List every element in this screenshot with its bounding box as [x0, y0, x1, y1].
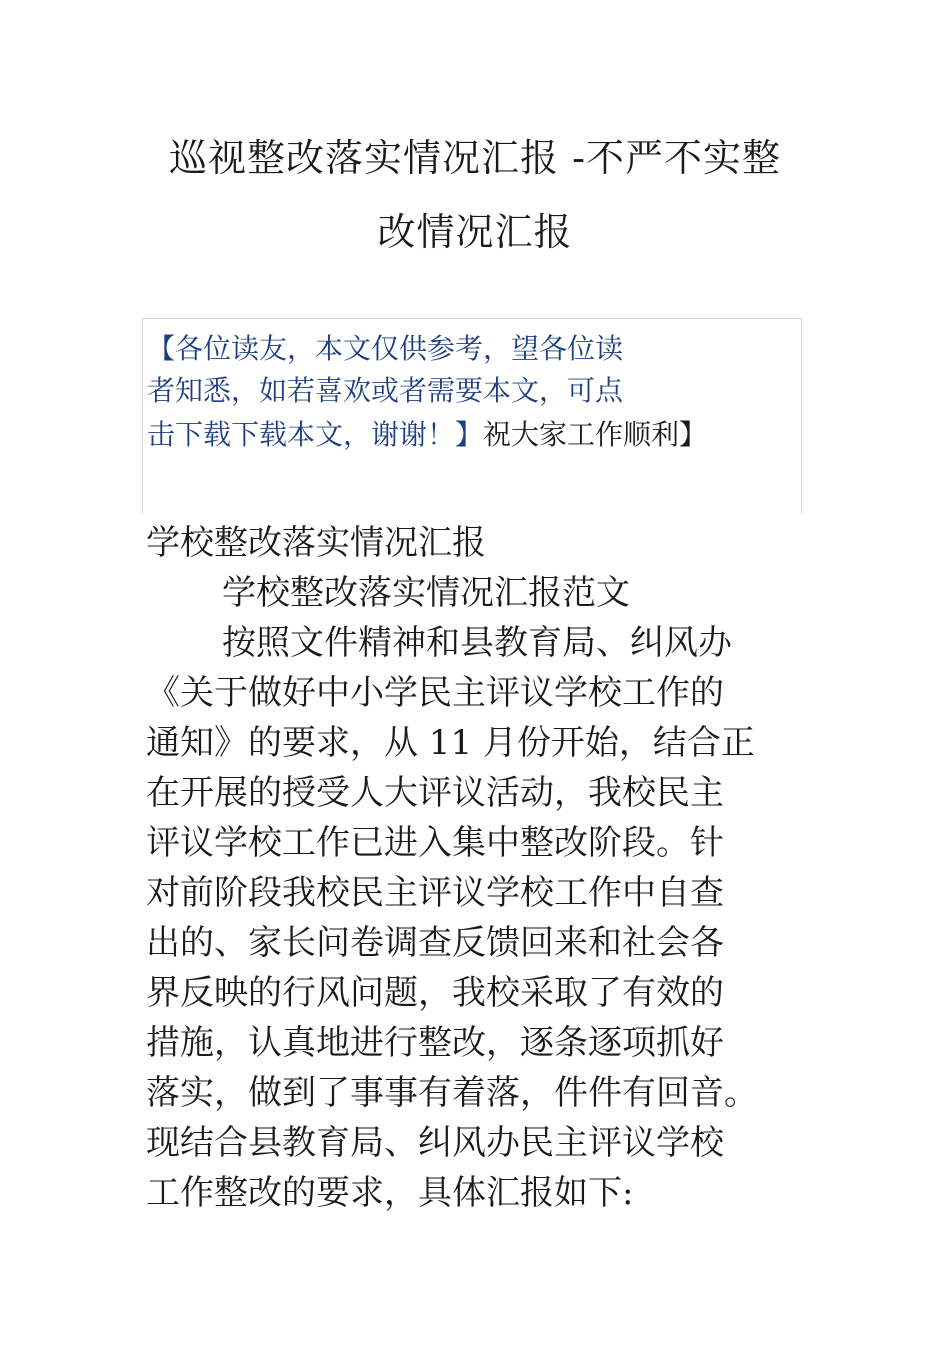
paragraph-line: 工作整改的要求，具体汇报如下: — [146, 1173, 634, 1213]
document-title-line-2: 改情况汇报 — [377, 210, 573, 254]
paragraph-line: 《关于做好中小学民主评议学校工作的 — [146, 673, 724, 713]
notice-line-3-main: 击下载下载本文，谢谢！】 — [147, 418, 484, 451]
paragraph-line: 界反映的行风问题，我校采取了有效的 — [146, 973, 724, 1013]
paragraph-line: 落实，做到了事事有着落，件件有回音。 — [146, 1073, 758, 1113]
paragraph-line: 现结合县教育局、纠风办民主评议学校 — [146, 1123, 724, 1163]
paragraph-line: 评议学校工作已进入集中整改阶段。针 — [146, 823, 724, 863]
notice-line-1: 【各位读友，本文仅供参考，望各位读 — [147, 332, 624, 365]
reader-notice-box — [142, 318, 802, 513]
notice-line-3-tail: 祝大家工作顺利】 — [483, 418, 708, 451]
document-title-line-1: 巡视整改落实情况汇报 -不严不实整 — [169, 136, 781, 180]
paragraph-line: 出的、家长问卷调查反馈回来和社会各 — [146, 923, 724, 963]
paragraph-line: 通知》的要求，从 11 月份开始，结合正 — [146, 723, 755, 763]
section-heading: 学校整改落实情况汇报 — [146, 523, 486, 563]
notice-line-3 — [147, 415, 707, 455]
paragraph-line: 在开展的授受人大评议活动，我校民主 — [146, 773, 724, 813]
sub-heading: 学校整改落实情况汇报范文 — [222, 573, 630, 613]
paragraph-line: 对前阶段我校民主评议学校工作中自查 — [146, 873, 724, 913]
notice-line-2: 者知悉，如若喜欢或者需要本文，可点 — [147, 374, 624, 407]
paragraph-line: 措施，认真地进行整改，逐条逐项抓好 — [146, 1023, 724, 1063]
paragraph-line: 按照文件精神和县教育局、纠风办 — [222, 623, 732, 663]
